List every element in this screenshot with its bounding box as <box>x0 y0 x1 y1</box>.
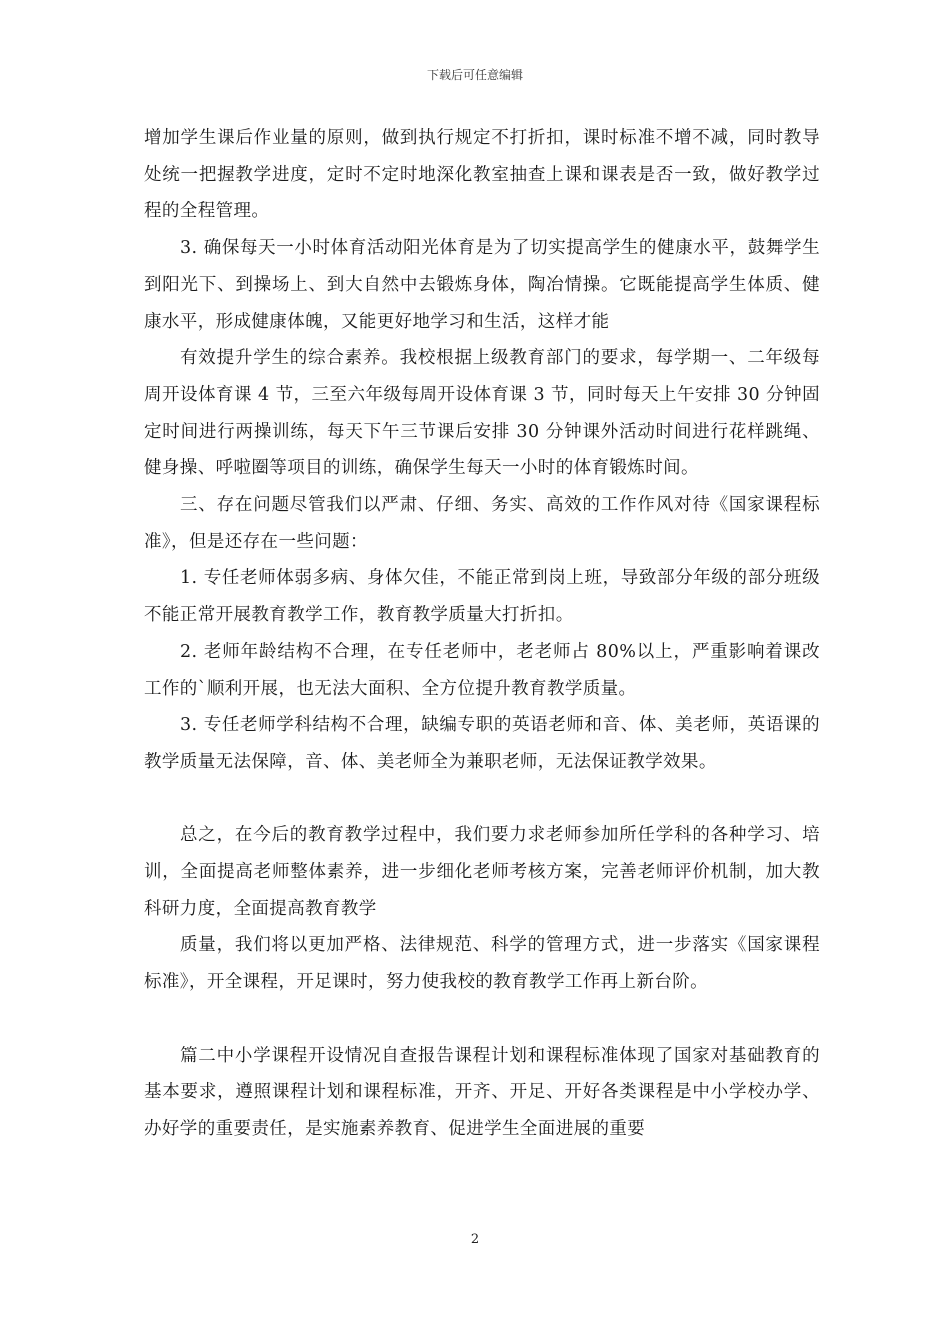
blank-line <box>144 781 820 818</box>
paragraph: 3. 确保每天一小时体育活动阳光体育是为了切实提高学生的健康水平，鼓舞学生到阳光下、到操场上、到大自然中去锻炼身体，陶冶情操。它既能提高学生体质、健康水平，形成健康体魄，又能更好地学习和生活，这样才能 <box>144 238 820 332</box>
paragraph: 2. 老师年龄结构不合理，在专任老师中，老老师占 80%以上，严重影响着课改工作的`顺利开展，也无法大面积、全方位提升教育教学质量。 <box>144 641 820 699</box>
paragraph: 质量，我们将以更加严格、法律规范、科学的管理方式，进一步落实《国家课程标准》，开全课程，开足课时，努力使我校的教育教学工作再上新台阶。 <box>144 935 820 993</box>
paragraph: 总之，在今后的教育教学过程中，我们要力求老师参加所任学科的各种学习、培训，全面提高老师整体素养，进一步细化老师考核方案，完善老师评价机制，加大教科研力度，全面提高教育教学 <box>144 825 820 919</box>
paragraph: 增加学生课后作业量的原则，做到执行规定不打折扣，课时标准不增不减，同时教导处统一把握教学进度，定时不定时地深化教室抽查上课和课表是否一致，做好教学过程的全程管理。 <box>144 128 820 222</box>
paragraph: 有效提升学生的综合素养。我校根据上级教育部门的要求，每学期一、二年级每周开设体育课 4 节，三至六年级每周开设体育课 3 节，同时每天上午安排 30 分钟固定时间进行两操训练，每天下午三节课后安排 30 分钟课外活动时间进行花样跳绳、健身操、呼啦圈等项目的训练，确保学生每天一小时的体育锻炼时间。 <box>144 348 820 479</box>
paragraph: 篇二中小学课程开设情况自查报告课程计划和课程标准体现了国家对基础教育的基本要求，遵照课程计划和课程标准，开齐、开足、开好各类课程是中小学校办学、办好学的重要责任，是实施素养教育、促进学生全面进展的重要 <box>144 1045 820 1139</box>
blank-line <box>144 1001 820 1038</box>
section-heading-paragraph: 三、存在问题尽管我们以严肃、仔细、务实、高效的工作作风对待《国家课程标准》，但是还存在一些问题： <box>144 495 820 552</box>
paragraph: 3. 专任老师学科结构不合理，缺编专职的英语老师和音、体、美老师，英语课的教学质量无法保障，音、体、美老师全为兼职老师，无法保证教学效果。 <box>144 715 820 772</box>
page-header: 下载后可任意编辑 <box>426 68 523 82</box>
page-number: 2 <box>470 1232 480 1247</box>
paragraph: 1. 专任老师体弱多病、身体欠佳，不能正常到岗上班，导致部分年级的部分班级不能正常开展教育教学工作，教育教学质量大打折扣。 <box>144 568 820 626</box>
document-body <box>144 120 820 1148</box>
